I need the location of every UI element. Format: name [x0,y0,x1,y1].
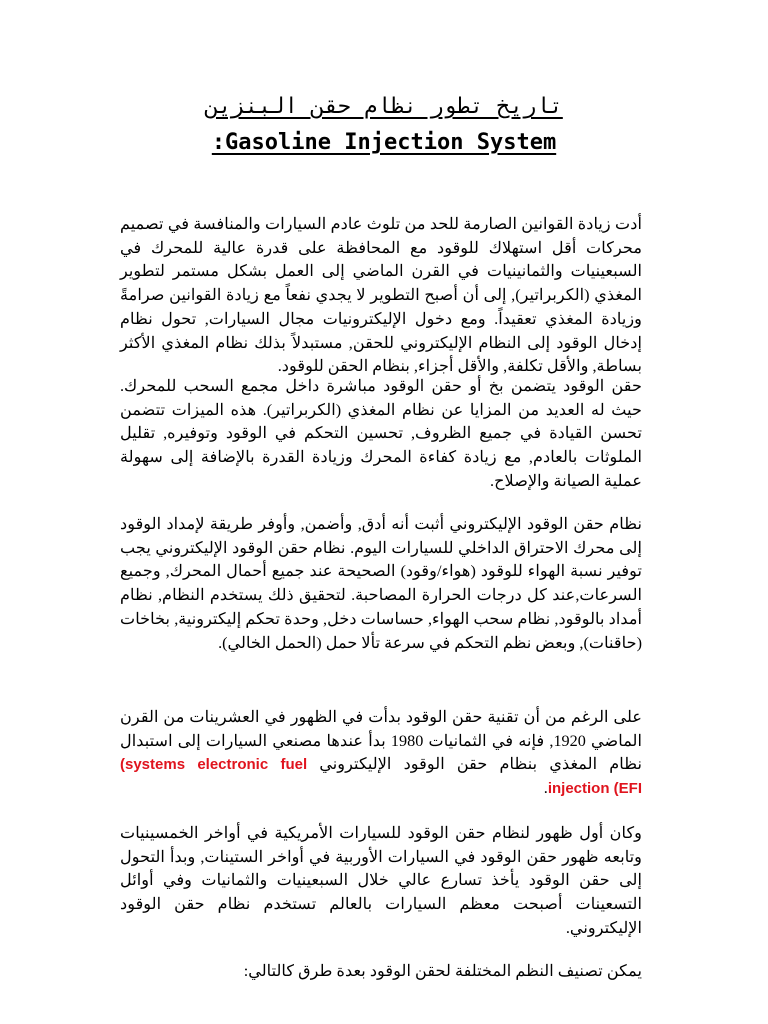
title-arabic-text: تاريخ تطور نظام حقن البنزين [205,94,563,119]
paragraph-6: يمكن تصنيف النظم المختلفة لحقن الوقود بعدة طرق كالتالي: [243,962,642,980]
title-arabic [0,92,768,122]
paragraph-1: أدت زيادة القوانين الصارمة للحد من تلوث عادم السيارات والمنافسة في تصميم محركات أقل استهلاك للوقود مع المحافظة على قدرة عالية للمحرك في السبعينيات والثمانينيات في القرن الماضي إلى العمل بشكل مستمر لتطوير المغذي (الكربراتير), إلى أن أصبح التطوير لا يجدي نفعاً مع زيادة القوانين صرامةً وزيادة المغذي تعقيداً. ومع دخول الإليكترونيات مجال السيارات, تحول نظام إدخال الوقود إلى النظام الإليكتروني للحقن, مستبدلاً بذلك نظام المغذي الأكثر بساطة, والأقل تكلفة, والأقل أجزاء, بنظام الحقن للوقود. [120,215,642,376]
paragraph-3: نظام حقن الوقود الإليكتروني أثبت أنه أدق, وأضمن, وأوفر طريقة لإمداد الوقود إلى محرك الاحتراق الداخلي للسيارات اليوم. نظام حقن الوقود الإليكتروني يجب توفير نسبة الهواء للوقود (هواء/وقود) الصحيحة عند جميع أحمال المحرك, وجميع السرعات,عند كل درجات الحرارة المصاحبة. لتحقيق ذلك يستخدم النظام, نظام أمداد بالوقود, نظام سحب الهواء, حساسات دخل, وحدة تحكم إليكترونية, بخاخات (حاقنات), وبعض نظم التحكم في سرعة تألا حمل (الحمل الخالي). [120,515,642,652]
paragraph-4-end: . [543,779,548,798]
paragraph-4 [120,706,642,801]
paragraph-5: وكان أول ظهور لنظام حقن الوقود للسيارات الأمريكية في أواخر الخمسينيات وتابعه ظهور حقن الوقود في السيارات الأوربية في أواخر الستينات, وبدأ التحول إلى حقن الوقود يأخذ تسارع عالي خلال السبعينيات والثمانيات وفي أوائل التسعينات أصبحت معظم السيارات بالعالم تستخدم نظام حقن الوقود الإليكتروني. [120,824,642,937]
title-english-text: :Gasoline Injection System [211,130,557,155]
paragraph-4-text: على الرغم من أن تقنية حقن الوقود بدأت في الظهور في العشرينات من القرن الماضي 1920, فإنه في الثمانيات 1980 بدأ عندها مصنعي السيارات إلى استبدال نظام المغذي بنظام حقن الوقود الإليكتروني [120,708,642,774]
efi-highlight: (systems electronic fuel injection (EFI [120,756,642,798]
paragraph-2: حقن الوقود يتضمن بخ أو حقن الوقود مباشرة داخل مجمع السحب للمحرك. حيث له العديد من المزايا عن نظام المغذي (الكربراتير). هذه الميزات تتضمن تحسن القيادة في جميع الظروف, تحسين التحكم في الوقود وتوفيره, تقليل الملوثات بالعادم, مع زيادة كفاءة المحرك وزيادة القدرة بالإضافة إلى سهولة عملية الصيانة والإصلاح. [120,377,642,490]
title-english [0,128,768,158]
